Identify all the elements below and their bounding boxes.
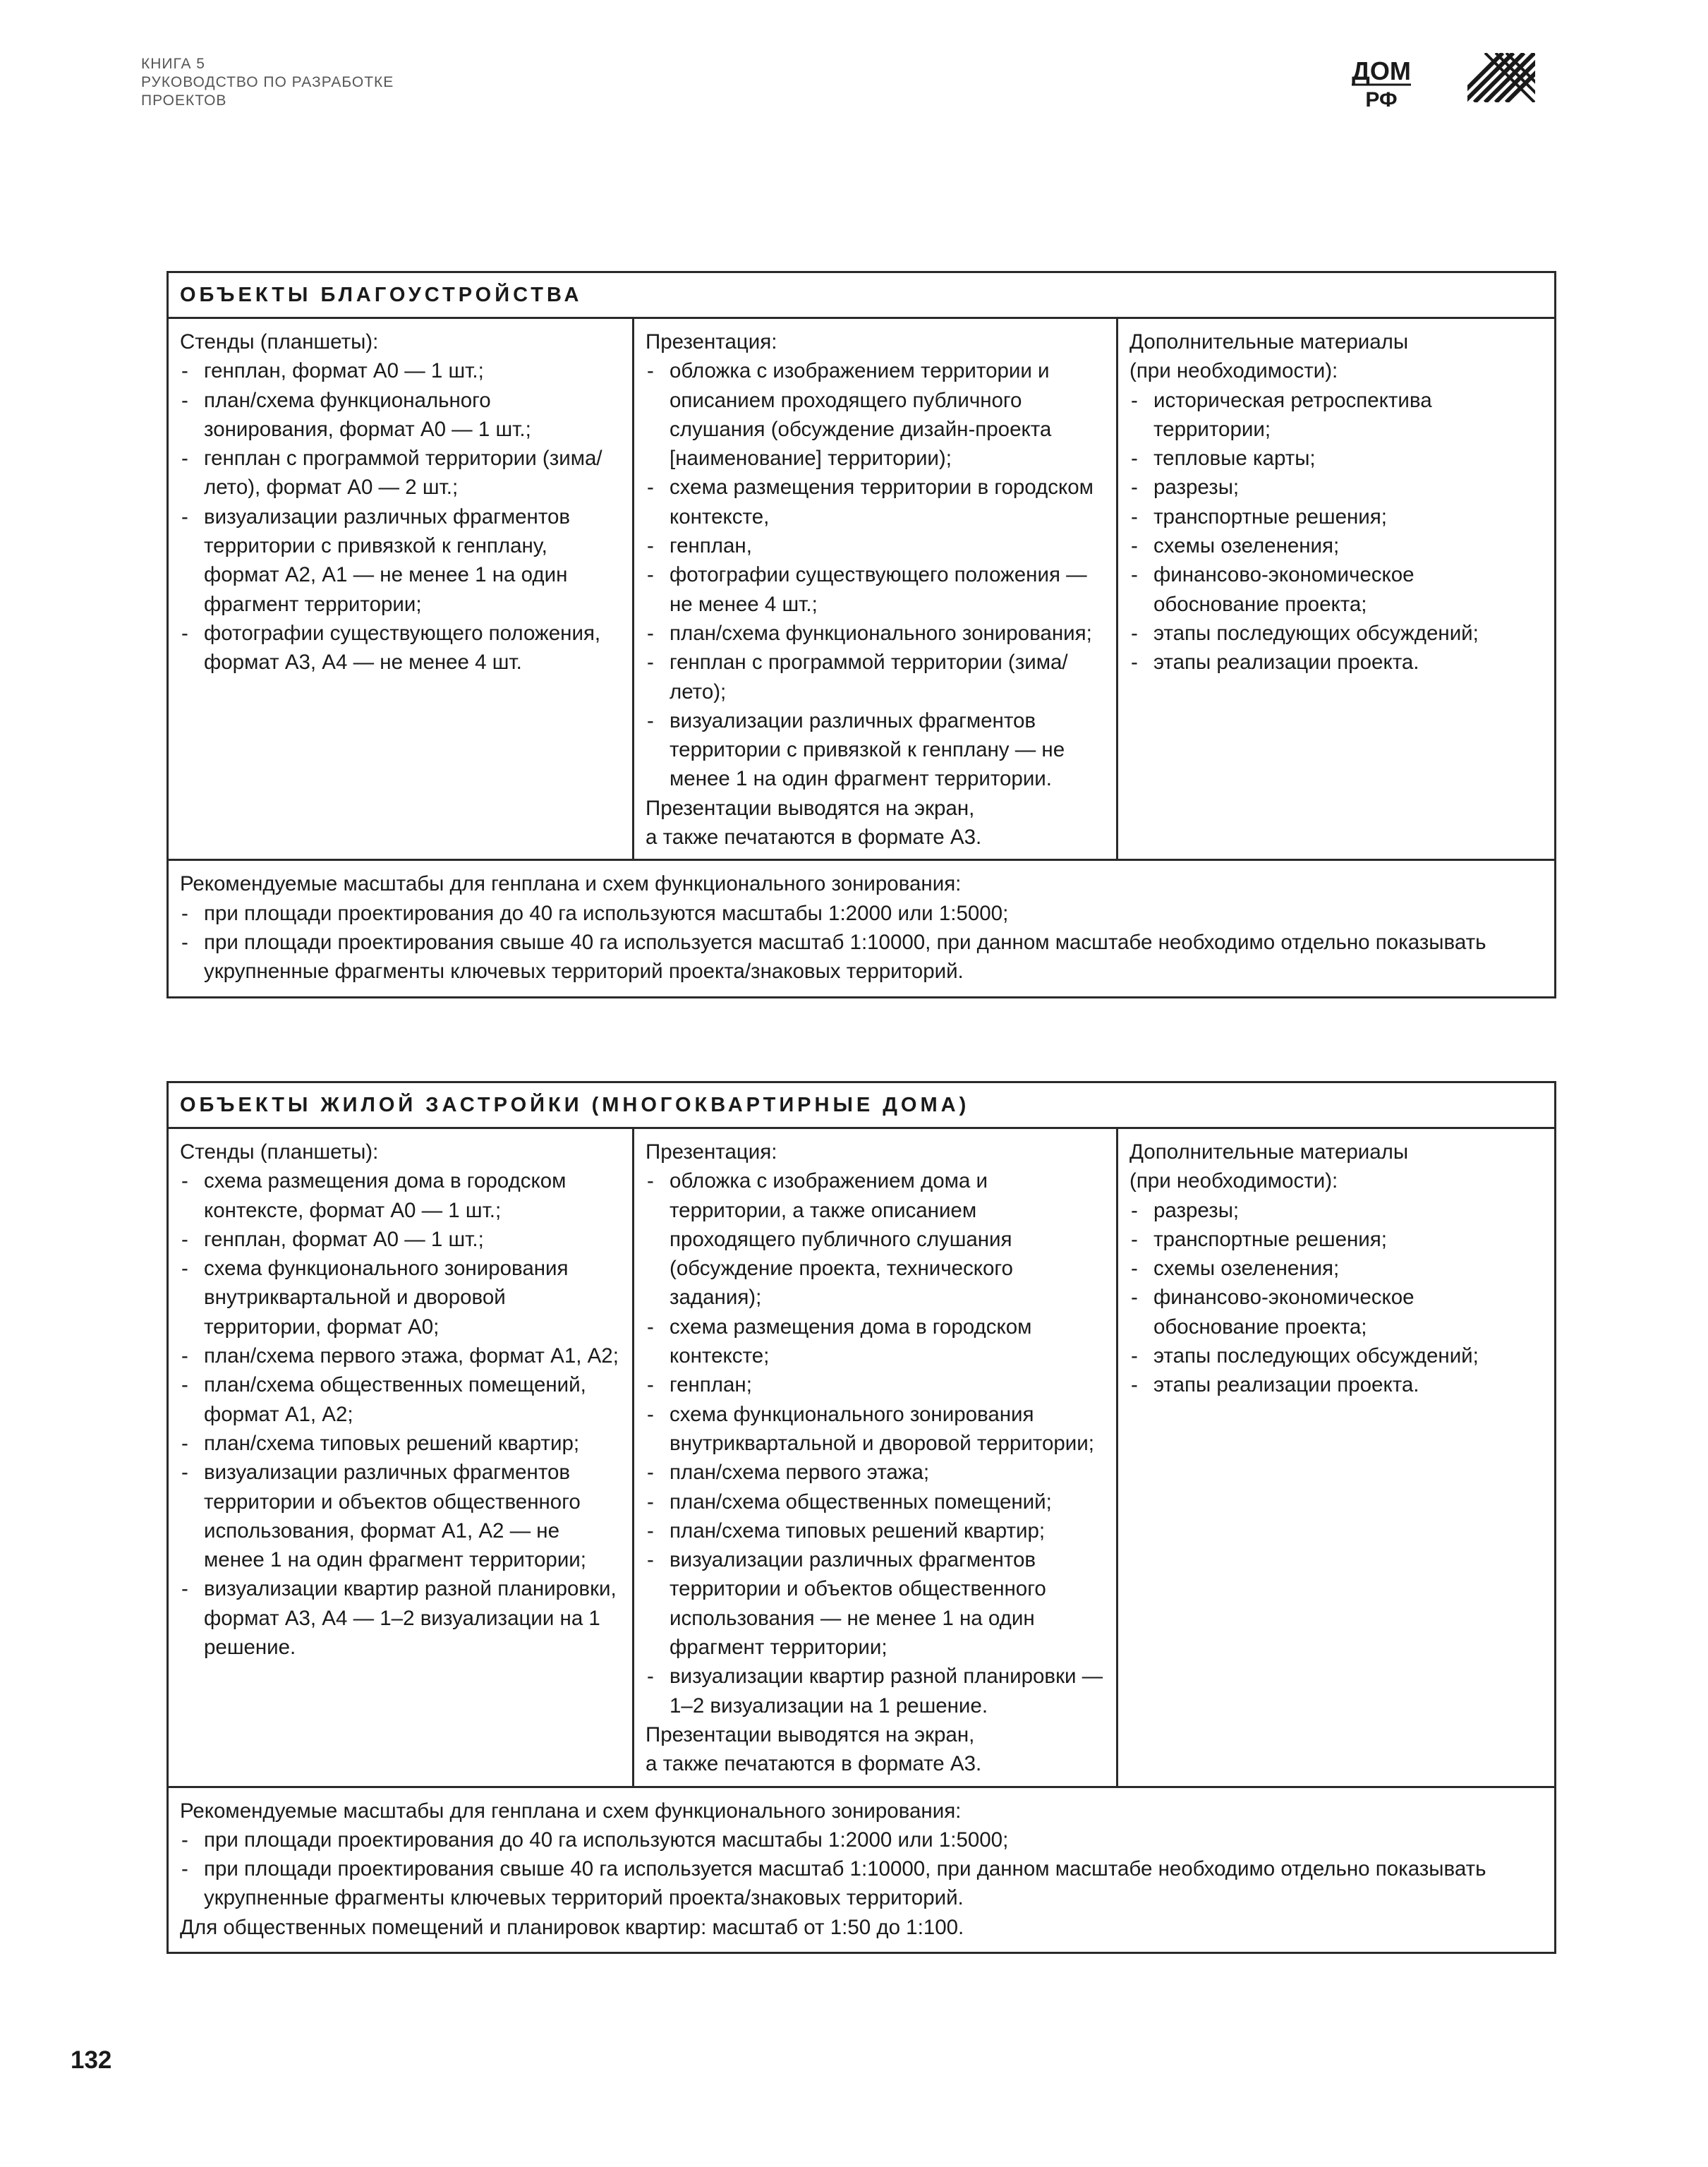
- column-stands: [169, 1129, 632, 1786]
- column-heading: Презентация:: [646, 330, 777, 354]
- note-heading: Рекомендуемые масштабы для генплана и схем функционального зонирования:: [180, 872, 962, 896]
- column-heading: Стенды (планшеты):: [180, 1140, 379, 1164]
- section-landscaping: [166, 271, 1556, 998]
- list-item: - при площади проектирования свыше 40 га используется масштаб 1:10000, при данном масштабе необходимо отдельно показывать укрупненные фрагменты ключевых территорий проекта/знаковых территорий.: [180, 1854, 1543, 1913]
- list-item: - схема размещения дома в городском контексте;: [646, 1312, 1106, 1371]
- list-item: - историческая ретроспектива территории;: [1129, 386, 1544, 445]
- list-item: - схема функционального зонирования внутриквартальной и дворовой территории;: [646, 1400, 1106, 1459]
- column-subheading: (при необходимости):: [1129, 359, 1338, 383]
- note-list: [180, 899, 1543, 986]
- column-heading: Презентация:: [646, 1140, 777, 1164]
- list-item: - схема размещения территории в городском контексте,: [646, 473, 1106, 531]
- list-item: - разрезы;: [1129, 473, 1544, 502]
- header-book: КНИГА 5: [141, 56, 205, 72]
- list-item: - план/схема первого этажа, формат А1, А2;: [180, 1341, 622, 1370]
- list-item: - при площади проектирования до 40 га используются масштабы 1:2000 или 1:5000;: [180, 1825, 1543, 1854]
- hatch-emblem-icon: [1467, 53, 1535, 102]
- note-footer: Для общественных помещений и планировок квартир: масштаб от 1:50 до 1:100.: [180, 1915, 964, 1939]
- section-title: ОБЪЕКТЫ БЛАГОУСТРОЙСТВА: [169, 273, 1554, 319]
- logo-dom-text: ДОМ: [1352, 56, 1411, 85]
- column-presentation: [632, 319, 1116, 859]
- page-number: 132: [71, 2046, 112, 2074]
- scale-recommendation: [169, 1788, 1554, 1952]
- list-item: - схема функционального зонирования внутриквартальной и дворовой территории, формат А0;: [180, 1254, 622, 1341]
- list-item: - при площади проектирования до 40 га используются масштабы 1:2000 или 1:5000;: [180, 899, 1543, 928]
- list-item: - генплан, формат А0 — 1 шт.;: [180, 356, 622, 385]
- list-item: - схемы озеленения;: [1129, 1254, 1544, 1283]
- list-item: - фотографии существующего положения — не менее 4 шт.;: [646, 560, 1106, 619]
- list-item: - генплан;: [646, 1370, 1106, 1399]
- column-additional: [1116, 1129, 1554, 1786]
- list-item: - транспортные решения;: [1129, 1225, 1544, 1254]
- list-item: - визуализации различных фрагментов территории с привязкой к генплану — не менее 1 на один фрагмент территории.: [646, 706, 1106, 794]
- list-item: - план/схема общественных помещений, формат А1, А2;: [180, 1370, 622, 1429]
- list-item: - этапы последующих обсуждений;: [1129, 1341, 1544, 1370]
- list-item: - план/схема функционального зонирования;: [646, 619, 1106, 648]
- stands-list: [180, 1166, 622, 1662]
- section-residential: [166, 1081, 1556, 1954]
- list-item: - план/схема типовых решений квартир;: [180, 1429, 622, 1458]
- stands-list: [180, 356, 622, 677]
- presentation-note-line2: а также печатаются в формате А3.: [646, 826, 982, 850]
- dom-rf-logo: [1349, 53, 1414, 109]
- list-item: - транспортные решения;: [1129, 502, 1544, 531]
- list-item: - визуализации квартир разной планировки — 1–2 визуализации на 1 решение.: [646, 1662, 1106, 1720]
- list-item: - генплан,: [646, 531, 1106, 560]
- presentation-note-line1: Презентации выводятся на экран,: [646, 1722, 975, 1746]
- list-item: - план/схема типовых решений квартир;: [646, 1516, 1106, 1545]
- list-item: - разрезы;: [1129, 1196, 1544, 1225]
- additional-list: [1129, 386, 1544, 677]
- list-item: - схема размещения дома в городском контексте, формат А0 — 1 шт.;: [180, 1166, 622, 1225]
- list-item: - визуализации различных фрагментов территории с привязкой к генплану, формат А2, А1 — не менее 1 на один фрагмент территории;: [180, 502, 622, 619]
- list-item: - генплан, формат А0 — 1 шт.;: [180, 1225, 622, 1254]
- presentation-list: [646, 356, 1106, 793]
- list-item: - визуализации различных фрагментов территории и объектов общественного использования, формат А1, А2 — не менее 1 на один фрагмент территории;: [180, 1458, 622, 1574]
- list-item: - этапы реализации проекта.: [1129, 1370, 1544, 1399]
- logo-rf-text: РФ: [1365, 88, 1398, 109]
- presentation-list: [646, 1166, 1106, 1720]
- list-item: - обложка с изображением территории и описанием проходящего публичного слушания (обсуждение дизайн-проекта [наименование] территории);: [646, 356, 1106, 473]
- list-item: - тепловые карты;: [1129, 444, 1544, 473]
- running-header: [141, 55, 394, 110]
- section-columns: [169, 319, 1554, 861]
- column-presentation: [632, 1129, 1116, 1786]
- list-item: - при площади проектирования свыше 40 га используется масштаб 1:10000, при данном масштабе необходимо отдельно показывать укрупненные фрагменты ключевых территорий проекта/знаковых территорий.: [180, 928, 1543, 986]
- list-item: - визуализации различных фрагментов территории и объектов общественного использования — не менее 1 на один фрагмент территории;: [646, 1545, 1106, 1662]
- list-item: - план/схема функционального зонирования, формат А0 — 1 шт.;: [180, 386, 622, 445]
- list-item: - план/схема первого этажа;: [646, 1458, 1106, 1487]
- scale-recommendation: [169, 861, 1554, 996]
- header-title-line1: РУКОВОДСТВО ПО РАЗРАБОТКЕ: [141, 74, 394, 90]
- section-title: ОБЪЕКТЫ ЖИЛОЙ ЗАСТРОЙКИ (МНОГОКВАРТИРНЫЕ ДОМА): [169, 1083, 1554, 1129]
- list-item: - генплан с программой территории (зима/лето);: [646, 648, 1106, 706]
- list-item: - генплан с программой территории (зима/лето), формат А0 — 2 шт.;: [180, 444, 622, 502]
- list-item: - схемы озеленения;: [1129, 531, 1544, 560]
- column-heading: Стенды (планшеты):: [180, 330, 379, 354]
- section-columns: [169, 1129, 1554, 1788]
- note-list: [180, 1825, 1543, 1913]
- note-heading: Рекомендуемые масштабы для генплана и схем функционального зонирования:: [180, 1799, 962, 1823]
- column-additional: [1116, 319, 1554, 859]
- column-subheading: (при необходимости):: [1129, 1169, 1338, 1193]
- presentation-note-line1: Презентации выводятся на экран,: [646, 796, 975, 820]
- list-item: - план/схема общественных помещений;: [646, 1487, 1106, 1516]
- presentation-note-line2: а также печатаются в формате А3.: [646, 1752, 982, 1776]
- column-heading: Дополнительные материалы: [1129, 330, 1409, 354]
- column-stands: [169, 319, 632, 859]
- list-item: - финансово-экономическое обоснование проекта;: [1129, 1283, 1544, 1341]
- column-heading: Дополнительные материалы: [1129, 1140, 1409, 1164]
- list-item: - фотографии существующего положения, формат А3, А4 — не менее 4 шт.: [180, 619, 622, 677]
- list-item: - этапы последующих обсуждений;: [1129, 619, 1544, 648]
- additional-list: [1129, 1196, 1544, 1400]
- list-item: - финансово-экономическое обоснование проекта;: [1129, 560, 1544, 619]
- list-item: - визуализации квартир разной планировки, формат А3, А4 — 1–2 визуализации на 1 решение.: [180, 1574, 622, 1662]
- header-title-line2: ПРОЕКТОВ: [141, 92, 227, 109]
- list-item: - этапы реализации проекта.: [1129, 648, 1544, 677]
- list-item: - обложка с изображением дома и территории, а также описанием проходящего публичного слушания (обсуждение проекта, технического задания);: [646, 1166, 1106, 1312]
